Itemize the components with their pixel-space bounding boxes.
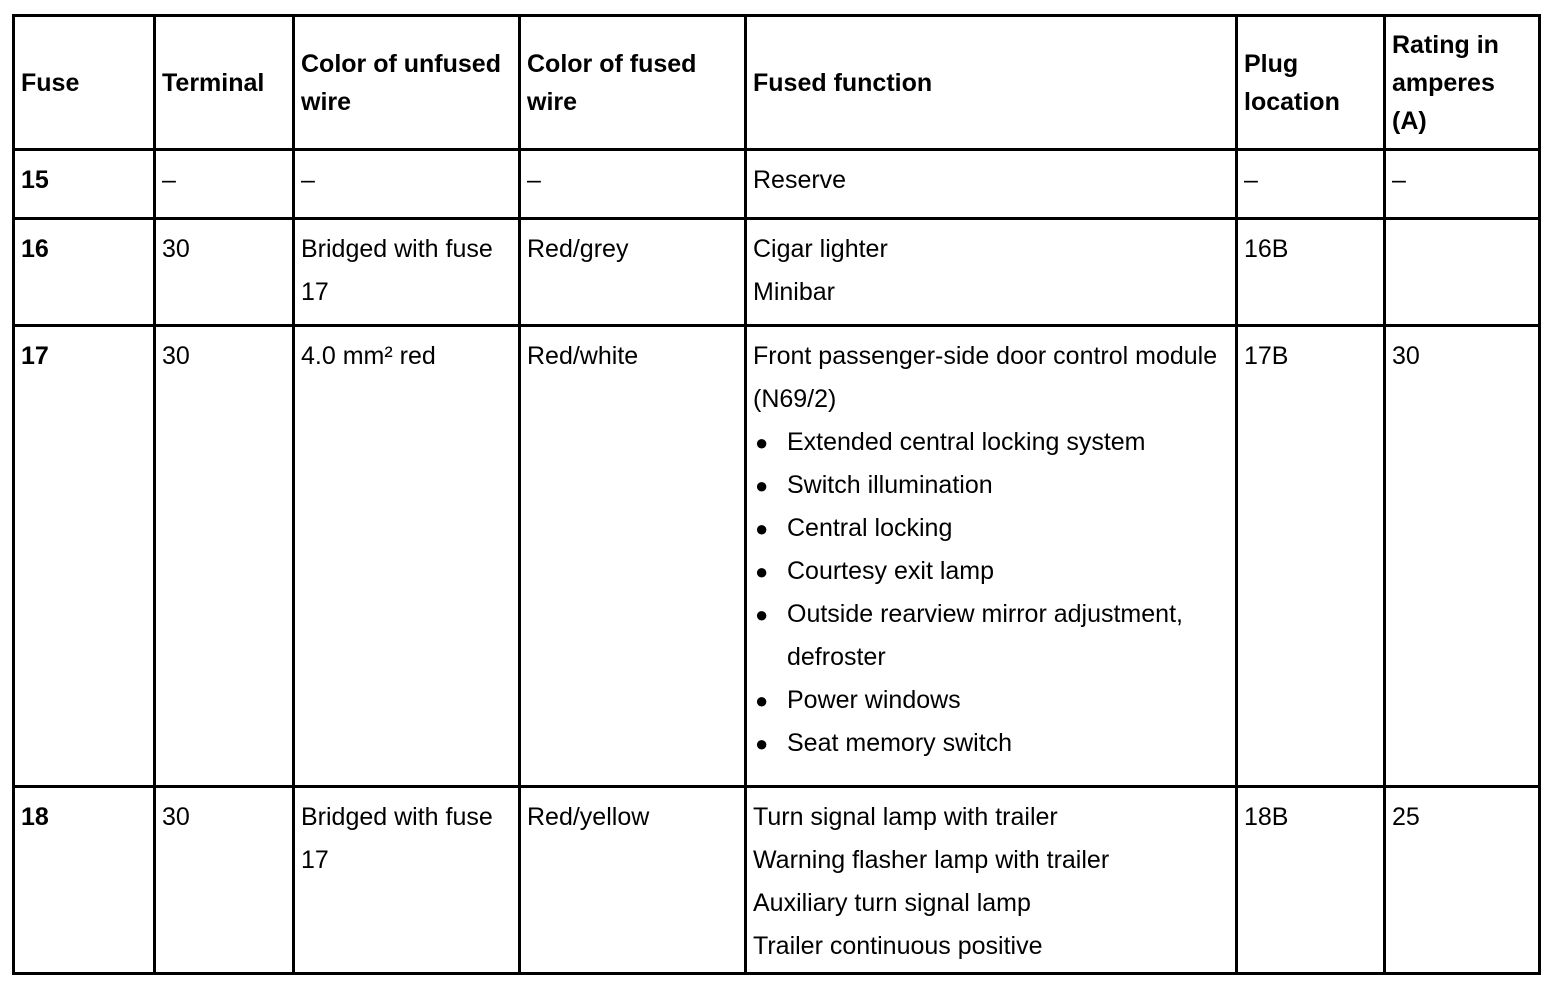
- cell-fused-wire: Red/grey: [520, 219, 746, 326]
- cell-fuse: 17: [14, 326, 155, 787]
- cell-fuse: 15: [14, 150, 155, 219]
- function-line: Minibar: [753, 278, 835, 306]
- cell-fuse: 16: [14, 219, 155, 326]
- cell-fuse: 18: [14, 787, 155, 974]
- bullet-icon: ●: [755, 430, 769, 455]
- cell-rating: 30: [1385, 326, 1540, 787]
- header-fused-wire: Color of fused wire: [520, 16, 746, 150]
- list-item: [753, 722, 1229, 765]
- function-bullet-list: [753, 421, 1229, 765]
- fuse-table: [12, 14, 1541, 975]
- cell-plug-location: –: [1237, 150, 1385, 219]
- cell-plug-location: 18B: [1237, 787, 1385, 974]
- function-line: Turn signal lamp with trailer: [753, 803, 1058, 831]
- bullet-icon: ●: [755, 688, 769, 713]
- bullet-icon: ●: [755, 473, 769, 498]
- cell-fused-wire: Red/white: [520, 326, 746, 787]
- fuse-table-container: [12, 14, 1538, 975]
- function-line: Trailer continuous positive: [753, 932, 1043, 960]
- bullet-text: Outside rearview mirror adjustment, defroster: [787, 600, 1183, 671]
- bullet-icon: ●: [755, 559, 769, 584]
- cell-unfused-wire: Bridged with fuse 17: [294, 787, 520, 974]
- cell-fused-wire: Red/yellow: [520, 787, 746, 974]
- header-fused-function: Fused function: [746, 16, 1237, 150]
- cell-plug-location: 17B: [1237, 326, 1385, 787]
- list-item: [753, 507, 1229, 550]
- cell-unfused-wire: 4.0 mm² red: [294, 326, 520, 787]
- list-item: [753, 550, 1229, 593]
- cell-terminal: –: [155, 150, 294, 219]
- header-unfused-wire: Color of unfused wire: [294, 16, 520, 150]
- table-row: [14, 787, 1540, 974]
- bullet-text: Power windows: [787, 686, 961, 714]
- cell-fused-wire: –: [520, 150, 746, 219]
- cell-rating: 25: [1385, 787, 1540, 974]
- bullet-text: Courtesy exit lamp: [787, 557, 995, 585]
- bullet-icon: ●: [755, 731, 769, 756]
- function-line: Warning flasher lamp with trailer: [753, 846, 1110, 874]
- bullet-icon: ●: [755, 602, 769, 627]
- cell-fused-function: [746, 150, 1237, 219]
- list-item: [753, 421, 1229, 464]
- header-fuse: Fuse: [14, 16, 155, 150]
- function-line: Front passenger-side door control module (N69/2): [753, 342, 1218, 413]
- function-line: Cigar lighter: [753, 235, 888, 263]
- list-item: [753, 464, 1229, 507]
- header-terminal: Terminal: [155, 16, 294, 150]
- table-header-row: [14, 16, 1540, 150]
- bullet-text: Central locking: [787, 514, 953, 542]
- table-row: [14, 326, 1540, 787]
- cell-unfused-wire: –: [294, 150, 520, 219]
- cell-terminal: 30: [155, 219, 294, 326]
- cell-fused-function: [746, 787, 1237, 974]
- bullet-text: Extended central locking system: [787, 428, 1146, 456]
- list-item: [753, 679, 1229, 722]
- table-row: [14, 150, 1540, 219]
- cell-rating: [1385, 219, 1540, 326]
- cell-terminal: 30: [155, 787, 294, 974]
- cell-fused-function: [746, 219, 1237, 326]
- table-row: [14, 219, 1540, 326]
- function-line: Auxiliary turn signal lamp: [753, 889, 1031, 917]
- cell-unfused-wire: Bridged with fuse 17: [294, 219, 520, 326]
- bullet-text: Switch illumination: [787, 471, 993, 499]
- list-item: [753, 593, 1229, 679]
- cell-plug-location: 16B: [1237, 219, 1385, 326]
- cell-rating: –: [1385, 150, 1540, 219]
- cell-terminal: 30: [155, 326, 294, 787]
- header-plug-location: Plug location: [1237, 16, 1385, 150]
- bullet-text: Seat memory switch: [787, 729, 1013, 757]
- header-rating: Rating in amperes (A): [1385, 16, 1540, 150]
- function-line: Reserve: [753, 166, 847, 194]
- cell-fused-function: [746, 326, 1237, 787]
- bullet-icon: ●: [755, 516, 769, 541]
